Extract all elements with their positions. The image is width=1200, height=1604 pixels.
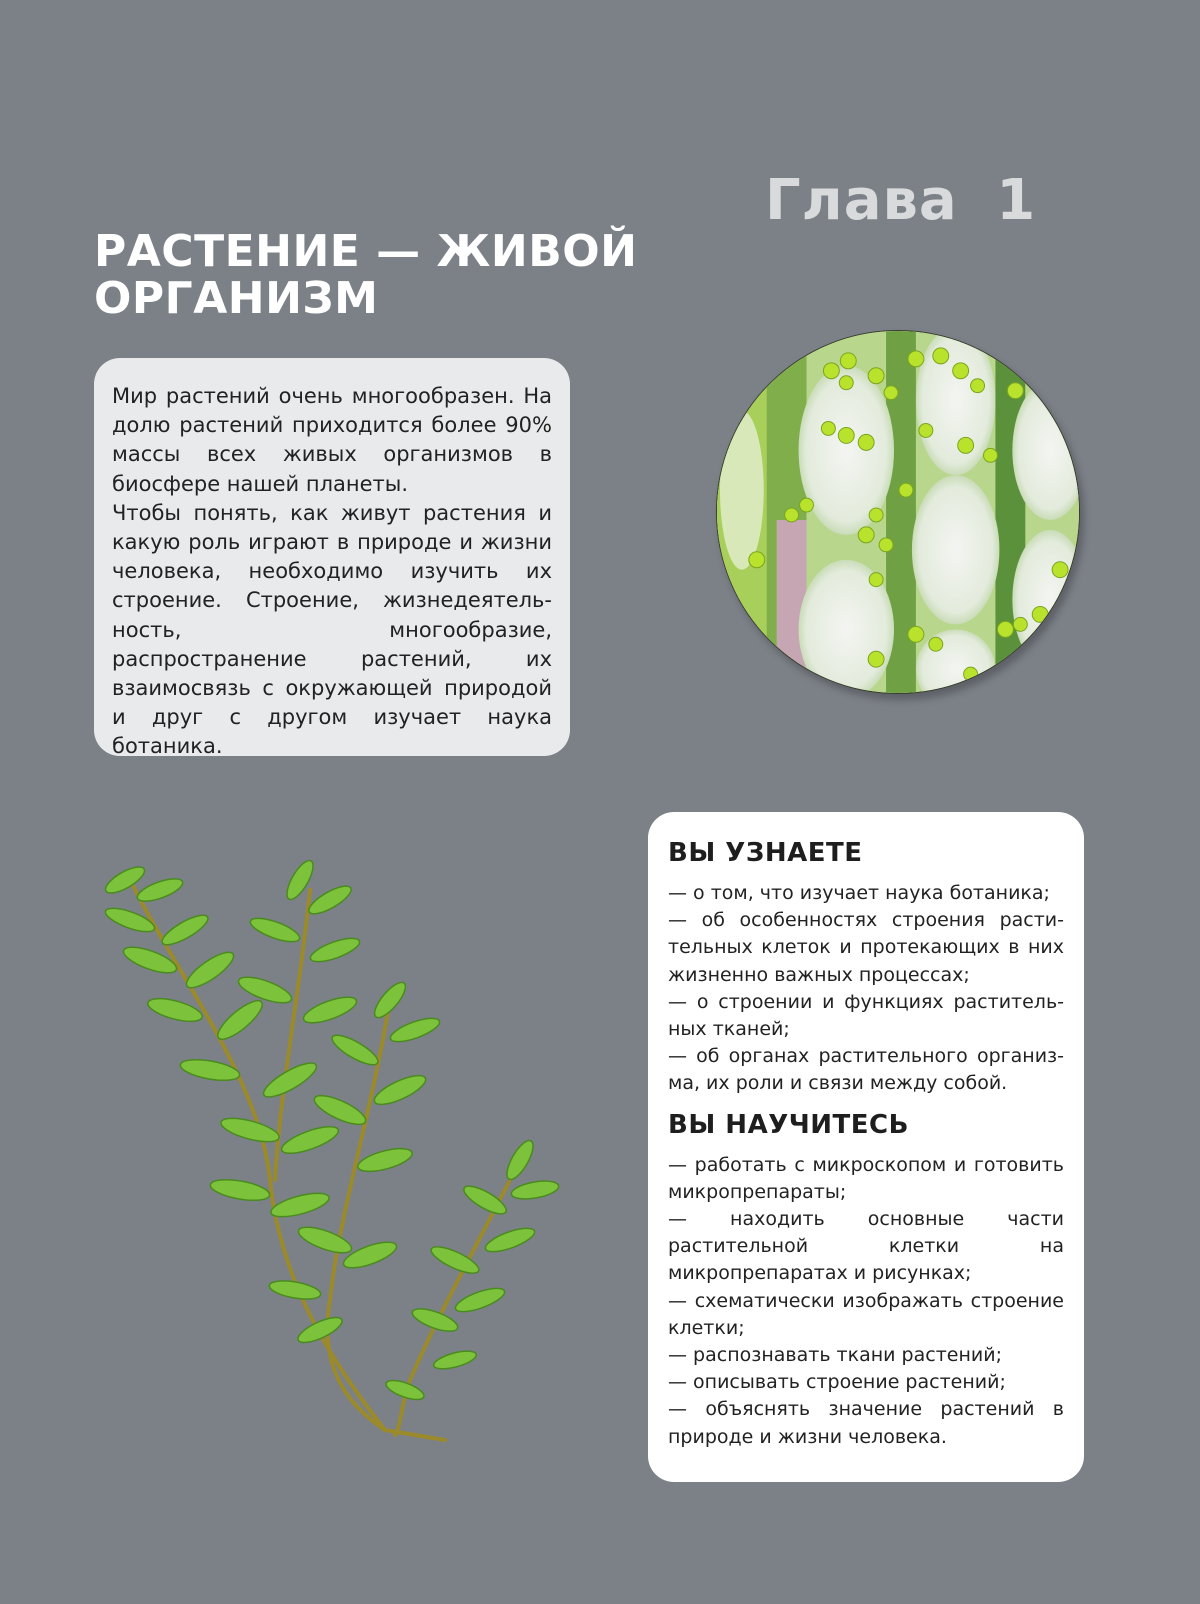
learn-item: — о том, что изучает наука ботаника; — [668, 882, 1050, 904]
aquatic-plant-illustration — [100, 860, 580, 1490]
learn-item: — об органах растительного организма, их роли и связи между собой. — [668, 1045, 1064, 1095]
page-title-line-1: РАСТЕНИЕ — ЖИВОЙ — [94, 226, 638, 277]
microscope-cells-image — [716, 330, 1080, 694]
page-title-line-2: ОРГАНИЗМ — [94, 273, 379, 324]
skills-item: — распознавать ткани растений; — [668, 1344, 1002, 1367]
intro-paragraph-2: Чтобы понять, как живут растения и какую роль играют в природе и жизни человека, необходимо изучить их строение. Строение, жизнедеятельность, многообразие, распространение растений, их взаимосвязь с окружающей природой и друг с другом изучает наука ботаника. — [112, 500, 552, 759]
learn-item: — о строении и функциях растительных тканей; — [668, 990, 1064, 1041]
skills-list — [668, 1152, 1064, 1451]
skills-item: — работать с микроскопом и готовить микропрепараты; — [668, 1153, 1064, 1203]
skills-item: — описывать строение растений; — [668, 1371, 1006, 1394]
learning-outcomes-box — [648, 812, 1084, 1482]
intro-text-box — [94, 358, 570, 759]
learn-item: — об особенностях строения растительных клеток и протекающих в них жизненно важных процессах; — [668, 909, 1064, 986]
skills-item: — находить основные части растительной клетки на микропрепаратах и рисунках; — [668, 1208, 1064, 1285]
page-title — [94, 228, 654, 322]
chapter-label: Глава 1 — [765, 168, 1037, 233]
learn-heading: ВЫ УЗНАЕТЕ — [668, 838, 863, 868]
skills-item: — схематически изображать строение клетки; — [668, 1289, 1064, 1339]
intro-paragraph-1: Мир растений очень многообразен. На долю растений приходится более 90% массы всех живых организмов в биосфере нашей планеты. — [112, 384, 552, 496]
skills-heading: ВЫ НАУЧИТЕСЬ — [668, 1109, 909, 1140]
learn-list — [668, 880, 1064, 1098]
skills-item: — объяснять значение растений в природе и жизни человека. — [668, 1398, 1064, 1448]
